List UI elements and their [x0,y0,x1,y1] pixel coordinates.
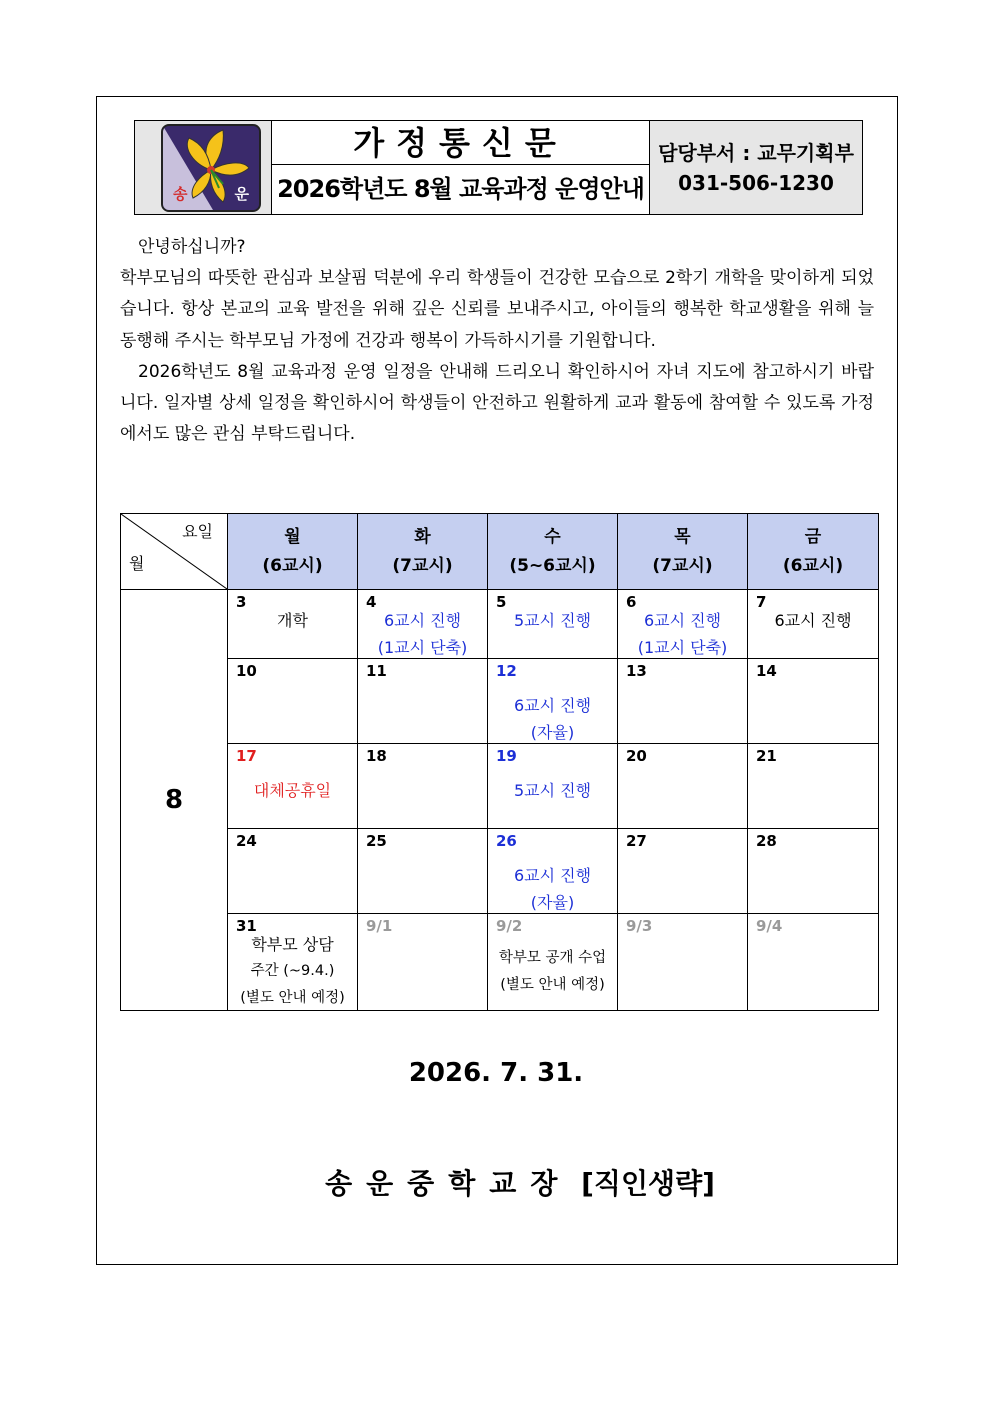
calendar-table [120,513,879,1011]
day-event-note: (자율) [530,893,575,912]
day-cell [618,659,748,744]
day-event: 개학 [277,611,308,630]
holiday-label: 대체공휴일 [253,781,332,800]
day-cell [228,590,358,659]
day-event: 학부모 상담 [251,935,334,954]
department-label: 담당부서 : 교무기획부 [658,141,854,165]
day-cell [618,590,748,659]
day-number: 20 [626,747,647,765]
day-cell [228,659,358,744]
logo-cell [135,121,272,214]
day-cell [228,914,358,1011]
day-number: 28 [756,832,777,850]
corner-month-label: 월 [129,554,145,573]
day-number: 17 [236,747,257,765]
day-event-note: 주간 (~9.4.) [250,963,335,979]
day-cell [488,590,618,659]
day-number: 14 [756,662,777,680]
seal-omitted: [직인생략] [581,1167,715,1200]
school-logo [161,124,261,212]
day-cell [228,744,358,829]
weekday-header: 금 (6교시) [748,514,879,590]
day-number: 9/1 [366,917,393,935]
paragraph-1: 학부모님의 따뜻한 관심과 보살핌 덕분에 우리 학생들이 건강한 모습으로 2학기 개학을 맞이하게 되었습니다. 항상 본교의 교육 발전을 위해 깊은 신뢰를 보내주시고, 아이들의 행복한 학교생활을 위해 늘 동행해 주시는 학부모님 가정에 건강과 행복이 가득하시기를 기원합니다. [120,268,874,351]
department-phone: 031-506-1230 [678,171,834,195]
day-number: 9/3 [626,917,653,935]
weekday-header: 수 (5~6교시) [488,514,618,590]
day-cell [228,829,358,914]
day-number: 10 [236,662,257,680]
day-cell [488,829,618,914]
day-cell [358,914,488,1011]
day-cell [748,590,879,659]
day-number: 6 [626,593,637,611]
day-event: 6교시 진행 [774,611,852,630]
day-number: 7 [756,593,767,611]
day-cell [748,829,879,914]
day-cell [618,829,748,914]
day-event-note: (1교시 단축) [377,638,468,657]
logo-text-left: 송 [173,185,188,203]
department-info [650,121,862,214]
day-event: 6교시 진행 [383,611,462,630]
day-event-note: (별도 안내 예정) [500,977,605,993]
day-event: 6교시 진행 [643,611,722,630]
corner-weekday-label: 요일 [182,522,213,541]
day-number: 31 [236,917,257,935]
day-cell [358,829,488,914]
day-number: 3 [236,593,247,611]
issue-date: 2026. 7. 31. [408,1058,584,1088]
day-cell [488,744,618,829]
day-event: 5교시 진행 [513,781,592,800]
month-cell: 8 [121,590,228,1011]
day-number: 19 [496,747,517,765]
day-cell [748,744,879,829]
day-number: 25 [366,832,387,850]
day-number: 12 [496,662,517,680]
weekday-header: 월 (6교시) [228,514,358,590]
day-number: 24 [236,832,257,850]
day-number: 11 [366,662,387,680]
principal-name: 송운중학교장 [325,1167,572,1200]
day-event-note: (자율) [530,723,575,742]
day-event: 5교시 진행 [513,611,592,630]
logo-text-right: 운 [234,185,249,203]
day-number: 18 [366,747,387,765]
weekday-header: 화 (7교시) [358,514,488,590]
paragraph-2: 2026학년도 8월 교육과정 운영 일정을 안내해 드리오니 확인하시어 자녀 지도에 참고하시기 바랍니다. 일자별 상세 일정을 확인하시어 학생들이 안전하고 원활하게 교과 활동에 참여할 수 있도록 가정에서도 많은 관심 부탁드립니다. [120,361,874,445]
page-title: 가정통신문 [272,121,649,165]
day-cell [748,659,879,744]
day-cell [358,744,488,829]
day-number: 21 [756,747,777,765]
signature-line [0,1162,992,1202]
day-number: 26 [496,832,517,850]
calendar-corner [121,514,228,590]
letter-body [120,232,874,450]
day-number: 5 [496,593,507,611]
day-number: 9/4 [756,917,783,935]
day-cell [358,590,488,659]
day-event-note: (1교시 단축) [637,638,728,657]
day-cell [358,659,488,744]
day-event: 학부모 공개 수업 [498,950,607,966]
letter-header [134,120,863,215]
day-event: 6교시 진행 [513,696,592,715]
day-cell [618,744,748,829]
day-cell [748,914,879,1011]
day-number: 13 [626,662,647,680]
title-cell [272,121,650,214]
day-number: 27 [626,832,647,850]
weekday-header: 목 (7교시) [618,514,748,590]
day-cell [488,914,618,1011]
day-number: 9/2 [496,917,523,935]
day-cell [618,914,748,1011]
day-event: 6교시 진행 [513,866,592,885]
day-number: 4 [366,593,377,611]
greeting: 안녕하십니까? [138,237,246,257]
day-cell [488,659,618,744]
day-event-note: (별도 안내 예정) [240,990,345,1006]
page-subtitle: 2026학년도 8월 교육과정 운영안내 [277,175,644,203]
